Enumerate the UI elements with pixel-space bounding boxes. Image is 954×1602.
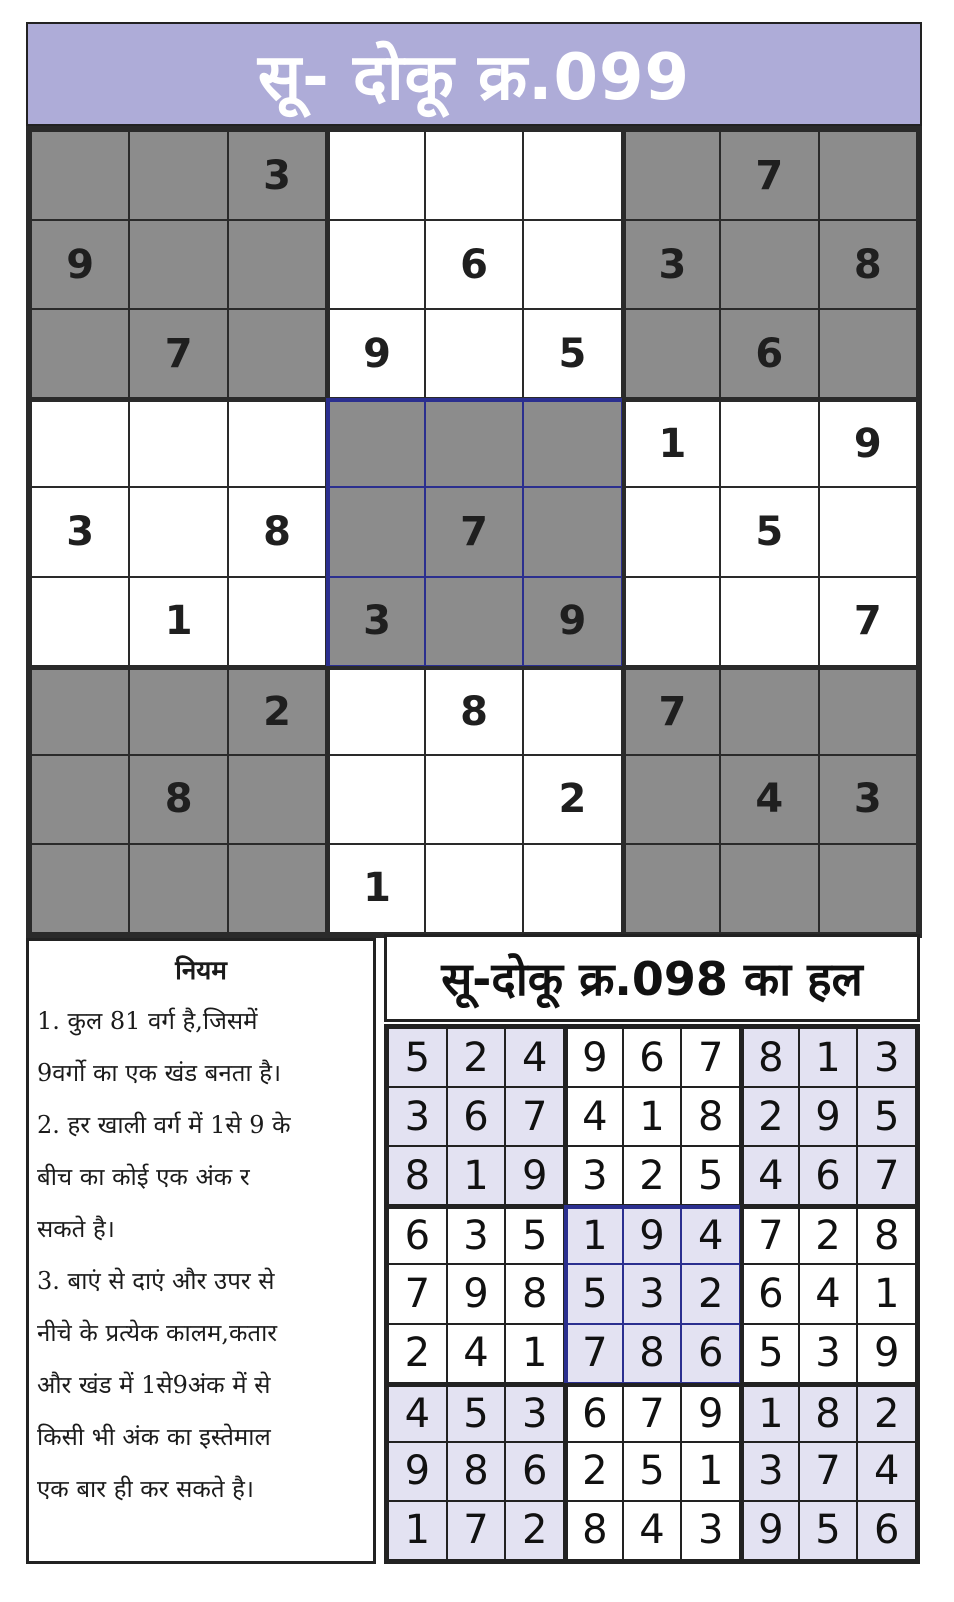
solution-cell: 1 (857, 1264, 916, 1323)
puzzle-cell[interactable] (129, 844, 227, 933)
puzzle-cell[interactable] (326, 220, 424, 309)
rule-line: 3. बाएं से दाएं और उपर से (37, 1267, 275, 1295)
solution-cell: 2 (388, 1324, 447, 1383)
solution-cell: 5 (623, 1442, 682, 1501)
solution-cell: 9 (857, 1324, 916, 1383)
puzzle-cell[interactable] (523, 220, 621, 309)
puzzle-cell[interactable] (129, 398, 227, 487)
rule-line: एक बार ही कर सकते है। (37, 1475, 254, 1503)
solution-cell: 5 (681, 1146, 740, 1205)
puzzle-cell[interactable]: 2 (523, 755, 621, 844)
puzzle-cell[interactable]: 3 (31, 487, 129, 576)
puzzle-cell[interactable]: 8 (129, 755, 227, 844)
puzzle-cell[interactable]: 3 (228, 131, 326, 220)
solution-cell: 4 (740, 1146, 799, 1205)
solution-cell: 8 (388, 1146, 447, 1205)
puzzle-cell[interactable] (720, 220, 818, 309)
puzzle-cell[interactable] (622, 755, 720, 844)
puzzle-cell[interactable] (129, 131, 227, 220)
solution-cell: 6 (388, 1205, 447, 1264)
rule-line: 1. कुल 81 वर्ग है,जिसमें (37, 1007, 258, 1035)
puzzle-cell[interactable]: 3 (819, 755, 917, 844)
puzzle-cell[interactable]: 7 (129, 309, 227, 398)
puzzle-cell[interactable]: 9 (31, 220, 129, 309)
puzzle-cell[interactable]: 7 (819, 577, 917, 666)
puzzle-cell[interactable] (228, 577, 326, 666)
puzzle-cell[interactable] (819, 666, 917, 755)
solution-cell: 9 (447, 1264, 506, 1323)
puzzle-cell[interactable]: 7 (720, 131, 818, 220)
puzzle-title: सू- दोकू क्र.099 (257, 40, 691, 115)
puzzle-cell[interactable]: 5 (720, 487, 818, 576)
puzzle-cell[interactable] (819, 131, 917, 220)
rule-line: सकते है। (37, 1215, 115, 1243)
title-banner (26, 22, 922, 126)
solution-cell: 3 (564, 1146, 623, 1205)
solution-cell: 3 (388, 1087, 447, 1146)
solution-cell: 3 (681, 1501, 740, 1560)
solution-cell: 4 (681, 1205, 740, 1264)
solution-cell: 4 (623, 1501, 682, 1560)
solution-cell: 9 (623, 1205, 682, 1264)
puzzle-cell[interactable] (228, 755, 326, 844)
puzzle-cell[interactable] (228, 220, 326, 309)
puzzle-cell[interactable] (819, 487, 917, 576)
puzzle-cell[interactable] (31, 309, 129, 398)
solution-cell: 1 (564, 1205, 623, 1264)
solution-cell: 9 (564, 1028, 623, 1087)
puzzle-cell[interactable] (720, 844, 818, 933)
puzzle-cell[interactable]: 8 (425, 666, 523, 755)
puzzle-cell[interactable] (425, 309, 523, 398)
puzzle-cell[interactable] (31, 844, 129, 933)
puzzle-cell[interactable]: 7 (622, 666, 720, 755)
puzzle-cell[interactable] (129, 666, 227, 755)
solution-cell: 2 (857, 1383, 916, 1442)
solution-cell: 1 (505, 1324, 564, 1383)
solution-cell: 7 (740, 1205, 799, 1264)
solution-cell: 1 (681, 1442, 740, 1501)
solution-cell: 8 (564, 1501, 623, 1560)
puzzle-cell[interactable]: 8 (228, 487, 326, 576)
solution-cell: 3 (799, 1324, 858, 1383)
solution-cell: 4 (447, 1324, 506, 1383)
solution-cell: 6 (505, 1442, 564, 1501)
puzzle-cell[interactable]: 1 (326, 844, 424, 933)
puzzle-cell[interactable] (326, 398, 424, 487)
solution-cell: 9 (740, 1501, 799, 1560)
puzzle-cell[interactable] (622, 487, 720, 576)
puzzle-cell[interactable] (326, 666, 424, 755)
puzzle-cell[interactable] (622, 844, 720, 933)
rule-line: बीच का कोई एक अंक र (37, 1163, 250, 1191)
solution-cell: 2 (740, 1087, 799, 1146)
solution-cell: 7 (564, 1324, 623, 1383)
rule-line: नीचे के प्रत्येक कालम,कतार (37, 1319, 278, 1347)
solution-cell: 8 (681, 1087, 740, 1146)
solution-cell: 3 (740, 1442, 799, 1501)
rules-title: नियम (175, 956, 227, 986)
solution-cell: 7 (681, 1028, 740, 1087)
solution-cell: 8 (505, 1264, 564, 1323)
solution-cell: 9 (681, 1383, 740, 1442)
puzzle-cell[interactable]: 1 (129, 577, 227, 666)
solution-cell: 7 (388, 1264, 447, 1323)
puzzle-cell[interactable] (228, 398, 326, 487)
solution-cell: 2 (623, 1146, 682, 1205)
puzzle-cell[interactable] (425, 398, 523, 487)
puzzle-cell[interactable] (326, 131, 424, 220)
solution-title-box (384, 934, 920, 1022)
puzzle-cell[interactable] (326, 755, 424, 844)
solution-cell: 4 (388, 1383, 447, 1442)
puzzle-cell[interactable] (720, 666, 818, 755)
solution-cell: 9 (505, 1146, 564, 1205)
puzzle-cell[interactable]: 1 (622, 398, 720, 487)
puzzle-cell[interactable] (425, 844, 523, 933)
solution-cell: 1 (799, 1028, 858, 1087)
solution-cell: 5 (857, 1087, 916, 1146)
solution-cell: 5 (564, 1264, 623, 1323)
puzzle-cell[interactable] (228, 309, 326, 398)
puzzle-cell[interactable] (31, 131, 129, 220)
puzzle-cell[interactable] (622, 577, 720, 666)
puzzle-cell[interactable]: 3 (622, 220, 720, 309)
puzzle-cell[interactable]: 2 (228, 666, 326, 755)
solution-cell: 4 (564, 1087, 623, 1146)
puzzle-cell[interactable] (129, 487, 227, 576)
puzzle-cell[interactable] (720, 577, 818, 666)
solution-cell: 9 (388, 1442, 447, 1501)
solution-cell: 8 (799, 1383, 858, 1442)
rule-line: किसी भी अंक का इस्तेमाल (37, 1423, 271, 1451)
solution-cell: 2 (681, 1264, 740, 1323)
solution-cell: 8 (623, 1324, 682, 1383)
solution-cell: 6 (740, 1264, 799, 1323)
solution-cell: 6 (623, 1028, 682, 1087)
solution-cell: 1 (447, 1146, 506, 1205)
solution-cell: 5 (799, 1501, 858, 1560)
puzzle-cell[interactable]: 5 (523, 309, 621, 398)
solution-cell: 1 (740, 1383, 799, 1442)
sudoku-puzzle-grid (26, 126, 922, 938)
solution-cell: 4 (799, 1264, 858, 1323)
solution-cell: 3 (857, 1028, 916, 1087)
puzzle-cell[interactable] (228, 844, 326, 933)
solution-cell: 7 (623, 1383, 682, 1442)
puzzle-cell[interactable] (523, 131, 621, 220)
puzzle-cell[interactable] (31, 755, 129, 844)
solution-cell: 5 (388, 1028, 447, 1087)
puzzle-cell[interactable] (819, 309, 917, 398)
solution-cell: 2 (447, 1028, 506, 1087)
solution-cell: 3 (447, 1205, 506, 1264)
puzzle-cell[interactable]: 6 (425, 220, 523, 309)
solution-cell: 8 (857, 1205, 916, 1264)
puzzle-cell[interactable]: 9 (523, 577, 621, 666)
puzzle-cell[interactable] (31, 666, 129, 755)
solution-cell: 6 (799, 1146, 858, 1205)
solution-cell: 6 (447, 1087, 506, 1146)
solution-cell: 7 (857, 1146, 916, 1205)
solution-cell: 7 (505, 1087, 564, 1146)
puzzle-cell[interactable] (622, 309, 720, 398)
puzzle-cell[interactable] (523, 398, 621, 487)
solution-cell: 1 (623, 1087, 682, 1146)
rule-line: 2. हर खाली वर्ग में 1से 9 के (37, 1111, 291, 1139)
solution-cell: 1 (388, 1501, 447, 1560)
solution-title: सू-दोकू क्र.098 का हल (441, 952, 863, 1006)
puzzle-cell[interactable] (523, 844, 621, 933)
solution-cell: 4 (505, 1028, 564, 1087)
solution-cell: 4 (857, 1442, 916, 1501)
solution-cell: 9 (799, 1087, 858, 1146)
puzzle-cell[interactable] (129, 220, 227, 309)
puzzle-cell[interactable]: 7 (425, 487, 523, 576)
puzzle-cell[interactable] (523, 666, 621, 755)
solution-cell: 6 (564, 1383, 623, 1442)
solution-cell: 2 (564, 1442, 623, 1501)
puzzle-cell[interactable] (819, 844, 917, 933)
solution-cell: 6 (681, 1324, 740, 1383)
solution-cell: 8 (447, 1442, 506, 1501)
solution-cell: 7 (447, 1501, 506, 1560)
puzzle-cell[interactable] (425, 131, 523, 220)
solution-cell: 8 (740, 1028, 799, 1087)
puzzle-cell[interactable] (523, 487, 621, 576)
puzzle-cell[interactable] (31, 577, 129, 666)
puzzle-cell[interactable]: 4 (720, 755, 818, 844)
solution-cell: 2 (799, 1205, 858, 1264)
solution-cell: 5 (740, 1324, 799, 1383)
solution-cell: 2 (505, 1501, 564, 1560)
puzzle-cell[interactable] (425, 577, 523, 666)
puzzle-cell[interactable]: 9 (819, 398, 917, 487)
solution-cell: 7 (799, 1442, 858, 1501)
puzzle-cell[interactable] (720, 398, 818, 487)
puzzle-cell[interactable]: 3 (326, 577, 424, 666)
puzzle-cell[interactable] (425, 755, 523, 844)
puzzle-cell[interactable]: 9 (326, 309, 424, 398)
puzzle-cell[interactable] (326, 487, 424, 576)
rule-line: 9वर्गो का एक खंड बनता है। (37, 1059, 282, 1087)
puzzle-cell[interactable] (622, 131, 720, 220)
solution-cell: 3 (505, 1383, 564, 1442)
sudoku-solution-grid (384, 1024, 920, 1564)
solution-cell: 3 (623, 1264, 682, 1323)
puzzle-cell[interactable]: 8 (819, 220, 917, 309)
rule-line: और खंड में 1से9अंक में से (37, 1371, 271, 1399)
puzzle-cell[interactable]: 6 (720, 309, 818, 398)
puzzle-cell[interactable] (31, 398, 129, 487)
solution-cell: 5 (505, 1205, 564, 1264)
solution-cell: 6 (857, 1501, 916, 1560)
rules-panel (26, 938, 376, 1564)
solution-cell: 5 (447, 1383, 506, 1442)
